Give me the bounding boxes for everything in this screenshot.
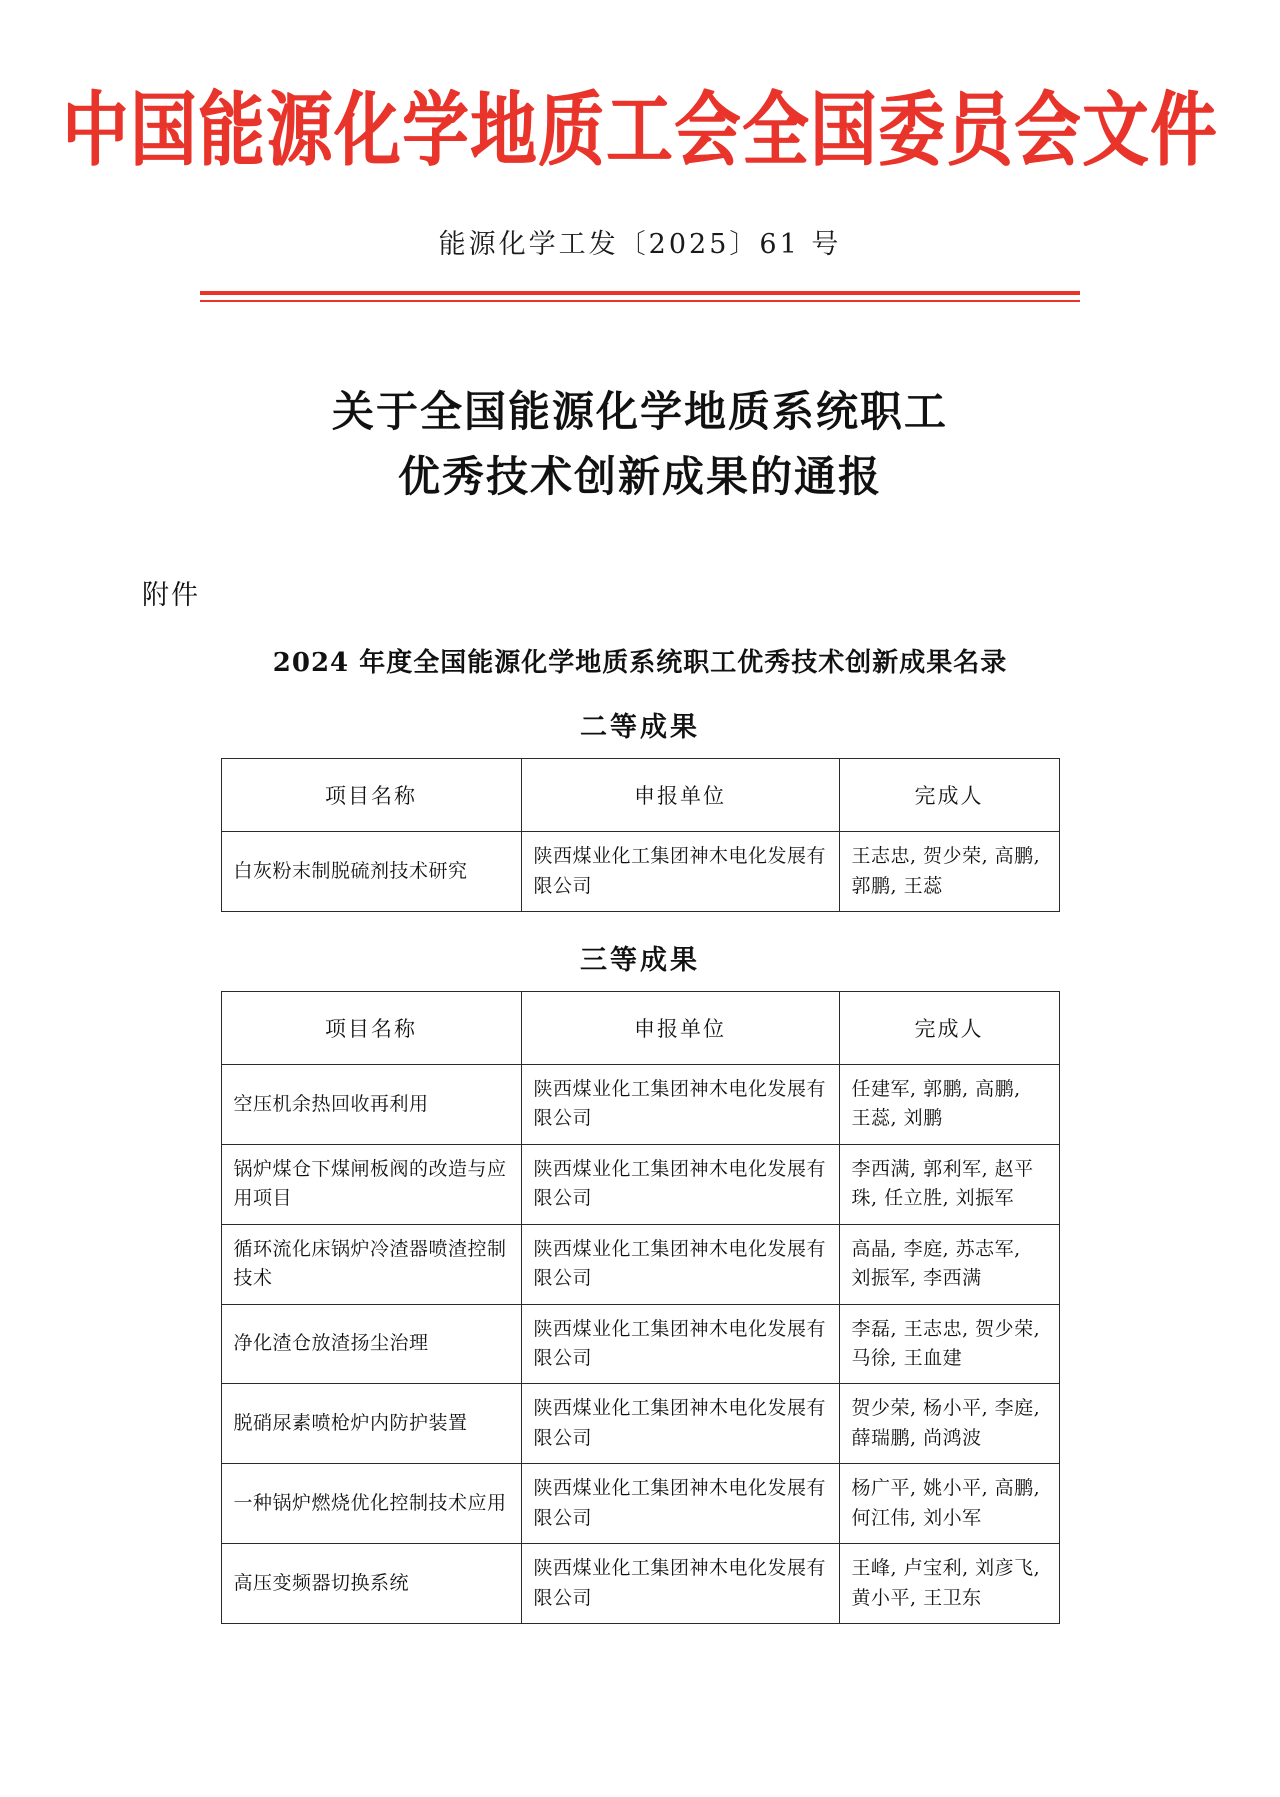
- page-bottom-edge: [0, 1791, 1280, 1797]
- cell-contributors: 贺少荣, 杨小平, 李庭, 薛瑞鹏, 尚鸿波: [839, 1384, 1059, 1464]
- page-title-line-1: 关于全国能源化学地质系统职工: [331, 386, 948, 436]
- red-rule-thin: [200, 300, 1080, 302]
- cell-project-name: 脱硝尿素喷枪炉内防护装置: [221, 1384, 521, 1464]
- table-row: [221, 1304, 1059, 1384]
- cell-contributors: 任建军, 郭鹏, 高鹏, 王蕊, 刘鹏: [839, 1064, 1059, 1144]
- table-header-row: [221, 759, 1059, 832]
- cell-declaring-unit: 陕西煤业化工集团神木电化发展有限公司: [521, 1224, 839, 1304]
- cell-project-name: 一种锅炉燃烧优化控制技术应用: [221, 1464, 521, 1544]
- column-header-declaring-unit: 申报单位: [521, 759, 839, 832]
- red-separator-rules: [200, 291, 1080, 305]
- catalog-title: 2024 年度全国能源化学地质系统职工优秀技术创新成果名录: [272, 648, 1008, 679]
- masthead-title: 中国能源化学地质工会全国委员会文件: [62, 82, 1218, 178]
- document-number-row: [0, 222, 1280, 261]
- cell-declaring-unit: 陕西煤业化工集团神木电化发展有限公司: [521, 832, 839, 912]
- column-header-declaring-unit: 申报单位: [521, 991, 839, 1064]
- cell-project-name: 净化渣仓放渣扬尘治理: [221, 1304, 521, 1384]
- column-header-contributors: 完成人: [839, 759, 1059, 832]
- table-row: [221, 1384, 1059, 1464]
- cell-contributors: 王峰, 卢宝利, 刘彦飞, 黄小平, 王卫东: [839, 1544, 1059, 1624]
- cell-declaring-unit: 陕西煤业化工集团神木电化发展有限公司: [521, 1384, 839, 1464]
- table-row: [221, 1464, 1059, 1544]
- masthead: [0, 0, 1280, 178]
- cell-contributors: 杨广平, 姚小平, 高鹏, 何江伟, 刘小军: [839, 1464, 1059, 1544]
- page-title-line-2: 优秀技术创新成果的通报: [397, 452, 882, 501]
- cell-declaring-unit: 陕西煤业化工集团神木电化发展有限公司: [521, 1064, 839, 1144]
- red-rule-thick: [200, 291, 1080, 295]
- section-second-prize: [0, 705, 1280, 912]
- table-row: [221, 1544, 1059, 1624]
- cell-project-name: 白灰粉末制脱硫剂技术研究: [221, 832, 521, 912]
- cell-contributors: 王志忠, 贺少荣, 高鹏, 郭鹏, 王蕊: [839, 832, 1059, 912]
- column-header-contributors: 完成人: [839, 991, 1059, 1064]
- column-header-project-name: 项目名称: [221, 991, 521, 1064]
- page-title: [0, 379, 1280, 509]
- column-header-project-name: 项目名称: [221, 759, 521, 832]
- cell-contributors: 李磊, 王志忠, 贺少荣, 马徐, 王血建: [839, 1304, 1059, 1384]
- award-table-third-prize: [221, 991, 1060, 1624]
- cell-project-name: 高压变频器切换系统: [221, 1544, 521, 1624]
- cell-contributors: 李西满, 郭利军, 赵平珠, 任立胜, 刘振军: [839, 1144, 1059, 1224]
- attachment-label: 附件: [142, 580, 200, 612]
- table-row: [221, 1224, 1059, 1304]
- cell-project-name: 循环流化床锅炉冷渣器喷渣控制技术: [221, 1224, 521, 1304]
- section-third-prize: [0, 938, 1280, 1624]
- cell-contributors: 高晶, 李庭, 苏志军, 刘振军, 李西满: [839, 1224, 1059, 1304]
- cell-declaring-unit: 陕西煤业化工集团神木电化发展有限公司: [521, 1144, 839, 1224]
- cell-declaring-unit: 陕西煤业化工集团神木电化发展有限公司: [521, 1464, 839, 1544]
- document-number: 能源化学工发〔2025〕61 号: [438, 228, 842, 260]
- table-header-row: [221, 991, 1059, 1064]
- cell-project-name: 空压机余热回收再利用: [221, 1064, 521, 1144]
- section-heading-second-prize: 二等成果: [580, 712, 700, 744]
- table-row: [221, 1144, 1059, 1224]
- award-table-second-prize: [221, 758, 1060, 912]
- table-row: [221, 1064, 1059, 1144]
- cell-project-name: 锅炉煤仓下煤闸板阀的改造与应用项目: [221, 1144, 521, 1224]
- section-heading-third-prize: 三等成果: [580, 944, 700, 976]
- cell-declaring-unit: 陕西煤业化工集团神木电化发展有限公司: [521, 1544, 839, 1624]
- table-row: [221, 832, 1059, 912]
- cell-declaring-unit: 陕西煤业化工集团神木电化发展有限公司: [521, 1304, 839, 1384]
